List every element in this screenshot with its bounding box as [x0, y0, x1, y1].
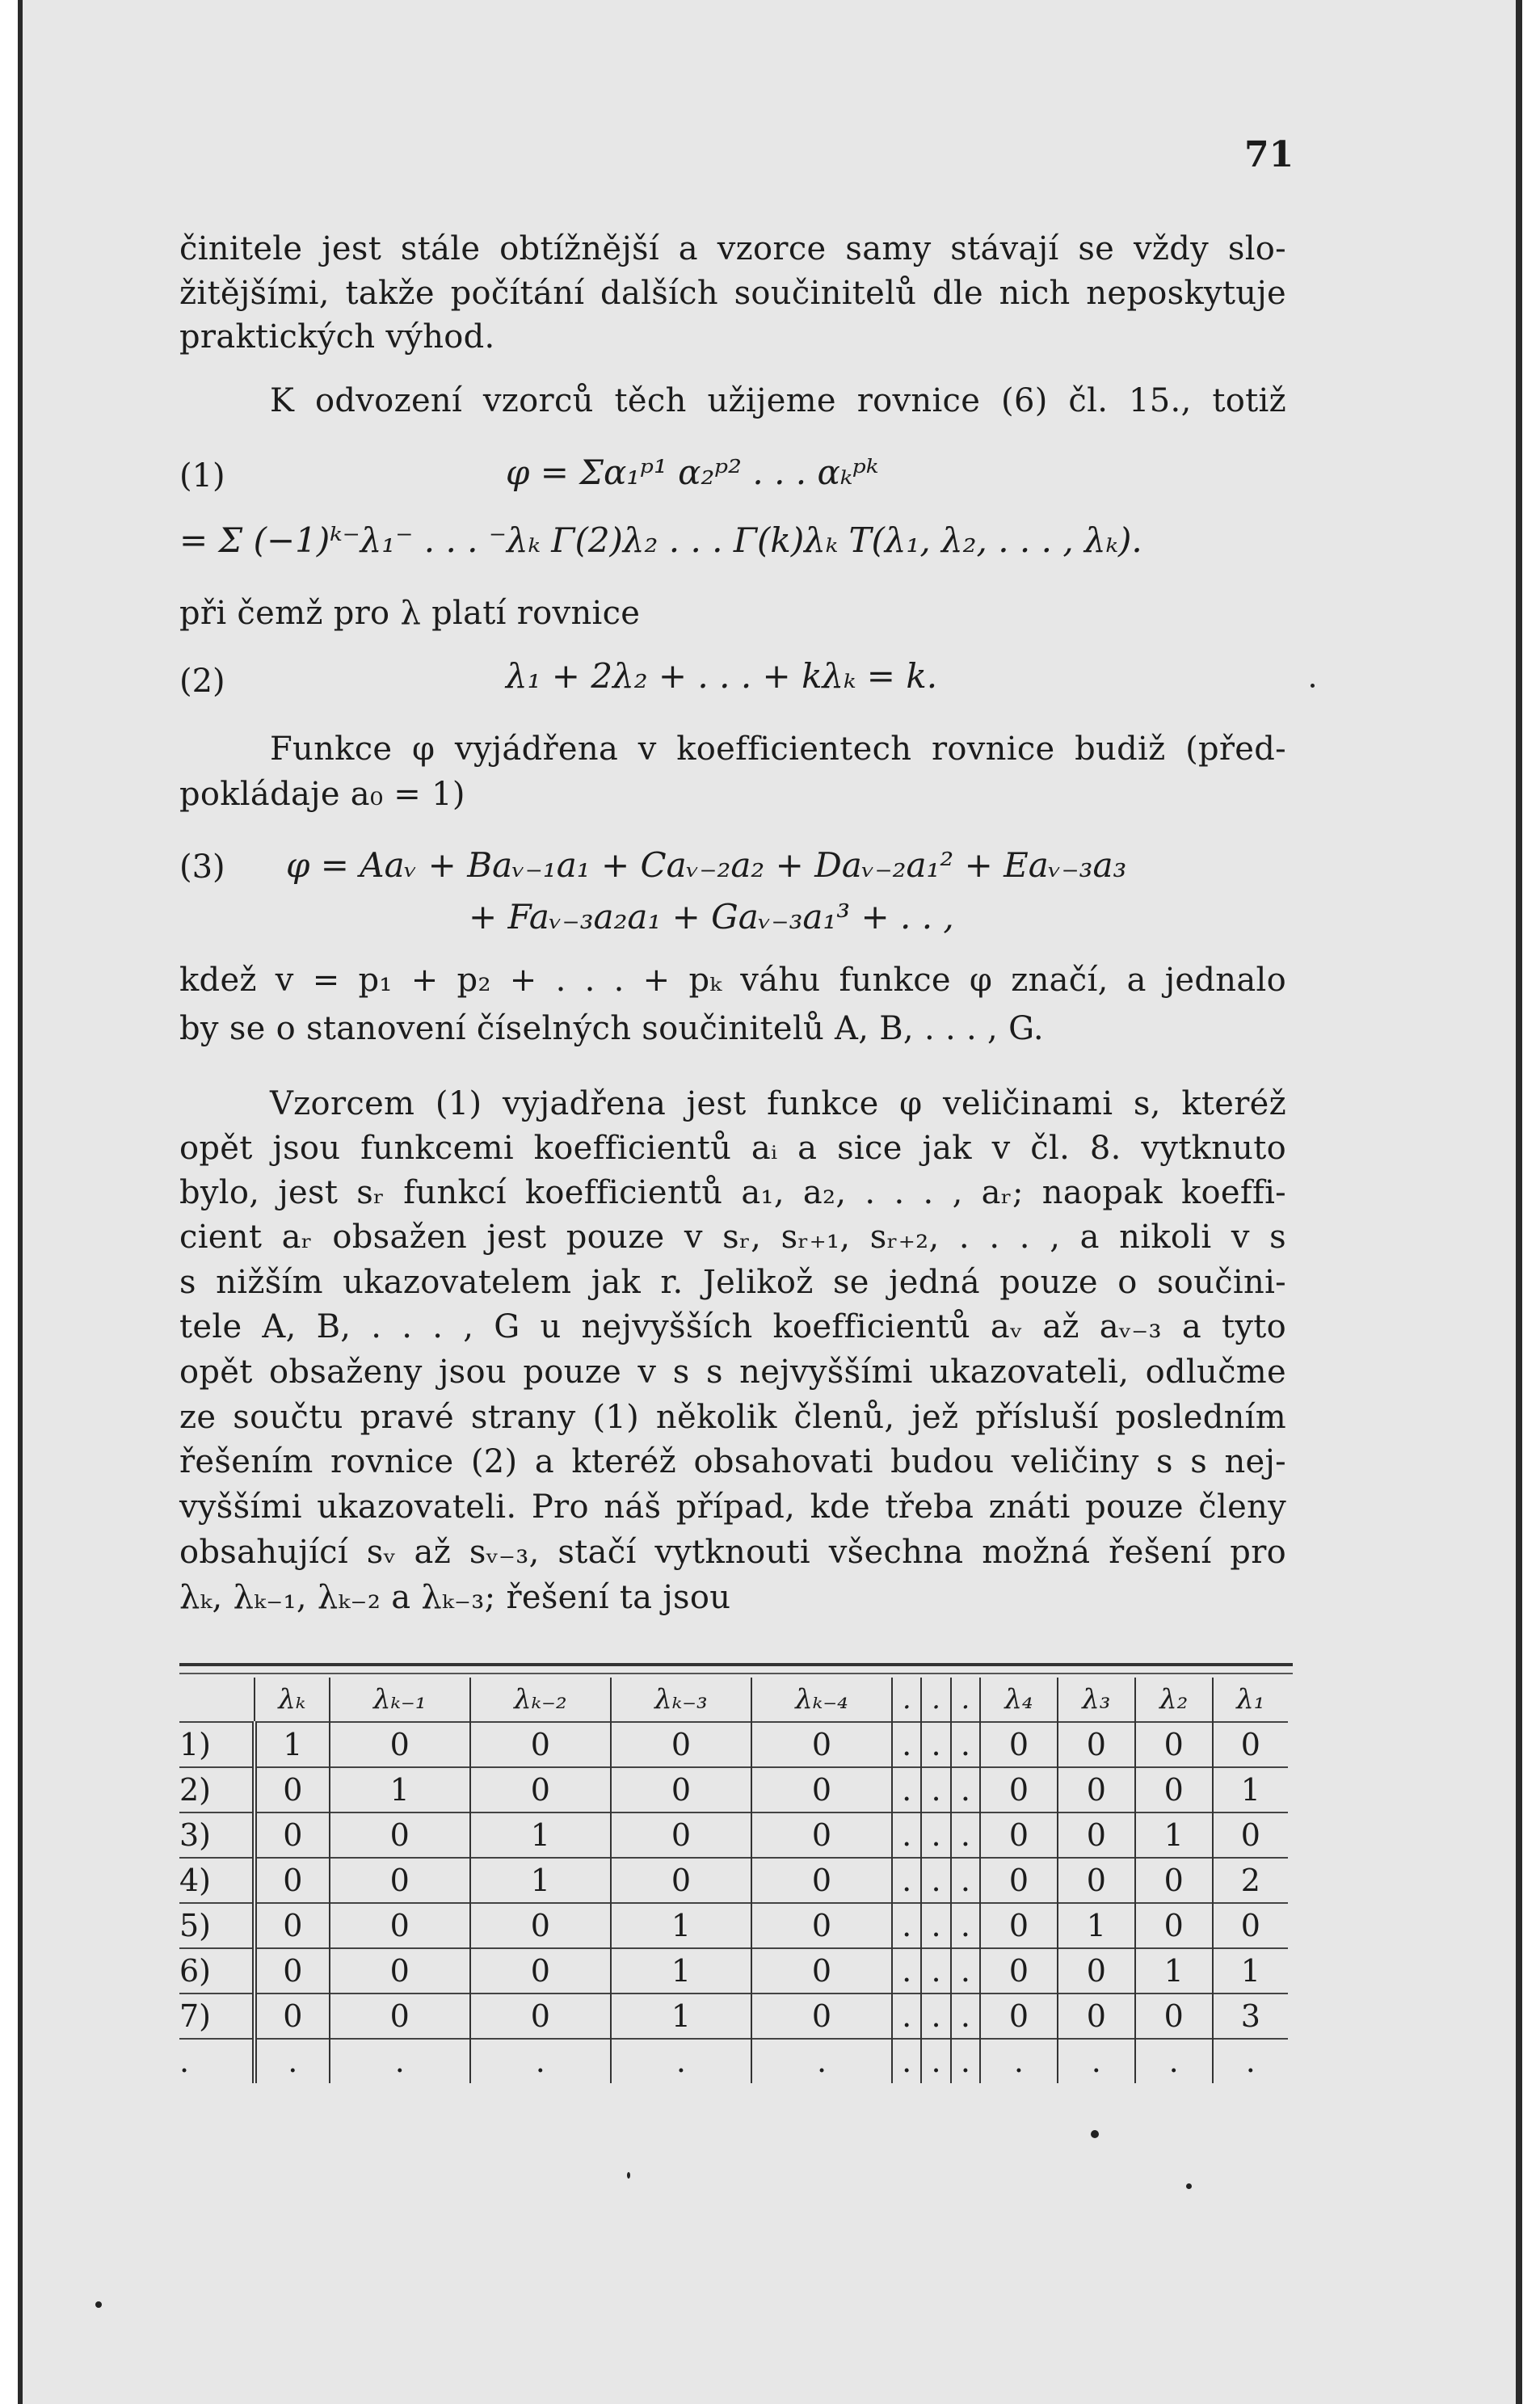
- paragraph-line: Vzorcem (1) vyjadřena jest funkce φ veličinami s, kteréž: [270, 1085, 1286, 1122]
- table-cell: 0: [751, 1903, 892, 1948]
- table-cell: 1: [255, 1722, 330, 1767]
- table-cell: 1: [470, 1858, 611, 1903]
- table-cell: 0: [470, 1903, 611, 1948]
- paragraph-line: Funkce φ vyjádřena v koefficientech rovnice budiž (před-: [270, 730, 1286, 768]
- paragraph-line: by se o stanovení číselných součinitelů A, B, . . . , G.: [179, 1010, 1044, 1047]
- table-header-cell: λₖ₋₃: [611, 1678, 751, 1722]
- table-cell: .: [921, 1858, 950, 1903]
- paragraph-line: bylo, jest sᵣ funkcí koefficientů a₁, a₂, . . . , aᵣ; naopak koeffi-: [179, 1174, 1286, 1211]
- table-cell: .: [921, 1767, 950, 1812]
- table-cell: .: [892, 1858, 921, 1903]
- table-cell: 0: [611, 1767, 751, 1812]
- equation-line: λ₁ + 2λ₂ + . . . + kλₖ = k.: [506, 656, 938, 696]
- table-cell: .: [951, 2039, 980, 2083]
- table-cell: 1: [470, 1812, 611, 1858]
- table-cell: 1: [611, 1903, 751, 1948]
- table-cell: 0: [980, 1722, 1058, 1767]
- table-cell: 0: [751, 1767, 892, 1812]
- paragraph-line: pokládaje a₀ = 1): [179, 776, 465, 813]
- table-cell: 0: [1058, 1994, 1135, 2039]
- table-row: [179, 1948, 1288, 1994]
- table-cell: .: [892, 1948, 921, 1994]
- table-cell: 0: [255, 1948, 330, 1994]
- paragraph-line: K odvození vzorců těch užijeme rovnice (6) čl. 15., totiž: [270, 382, 1286, 419]
- table-cell: 0: [1135, 1858, 1213, 1903]
- table-header-row: [179, 1678, 1288, 1722]
- paragraph-line: kdež v = p₁ + p₂ + . . . + pₖ váhu funkce φ značí, a jednalo: [179, 962, 1286, 999]
- table-cell: 0: [1135, 1994, 1213, 2039]
- table-cell: 0: [1213, 1812, 1288, 1858]
- table-cell: .: [921, 1812, 950, 1858]
- table-row: [179, 1722, 1288, 1767]
- table-header-cell: .: [951, 1678, 980, 1722]
- table-header-cell: [179, 1678, 255, 1722]
- lambda-solutions-table: [179, 1678, 1288, 2083]
- table-cell: 0: [330, 1903, 470, 1948]
- table-cell: 0: [255, 1903, 330, 1948]
- table-row: [179, 1858, 1288, 1903]
- table-cell: 1: [611, 1948, 751, 1994]
- scan-speck: [1186, 2183, 1192, 2189]
- table-cell: .: [892, 1994, 921, 2039]
- table-cell: 0: [330, 1722, 470, 1767]
- table-cell: .: [751, 2039, 892, 2083]
- table-cell: 0: [1135, 1903, 1213, 1948]
- table-cell: 0: [980, 1812, 1058, 1858]
- table-cell: 0: [611, 1812, 751, 1858]
- table-cell: .: [951, 1767, 980, 1812]
- table-cell: 1): [179, 1727, 212, 1762]
- table-cell: .: [951, 1812, 980, 1858]
- table-cell: 0: [1213, 1903, 1288, 1948]
- equation-line: = Σ (−1)ᵏ⁻λ₁⁻ . . . ⁻λₖ Γ(2)λ₂ . . . Γ(k)λₖ T(λ₁, λ₂, . . . , λₖ).: [179, 520, 1142, 560]
- table-cell: 0: [1135, 1722, 1213, 1767]
- table-cell: 1: [1135, 1948, 1213, 1994]
- table-header-cell: λ₁: [1213, 1678, 1288, 1722]
- table-header-cell: λₖ₋₄: [751, 1678, 892, 1722]
- table-cell: .: [892, 1767, 921, 1812]
- paragraph-line: řešením rovnice (2) a kteréž obsahovati budou veličiny s s nej-: [179, 1443, 1286, 1480]
- table-header-cell: .: [892, 1678, 921, 1722]
- table-cell: .: [470, 2039, 611, 2083]
- table-cell: .: [951, 1858, 980, 1903]
- table-cell: .: [1135, 2039, 1213, 2083]
- table-cell: 0: [255, 1858, 330, 1903]
- table-cell: 0: [470, 1948, 611, 1994]
- equation-line: φ = Aaᵥ + Baᵥ₋₁a₁ + Caᵥ₋₂a₂ + Daᵥ₋₂a₁² + Eaᵥ₋₃a₃: [286, 845, 1127, 885]
- table-header-cell: λ₃: [1058, 1678, 1135, 1722]
- table-cell: 0: [1058, 1767, 1135, 1812]
- table-top-rule: [179, 1673, 1293, 1674]
- table-cell: .: [179, 2044, 190, 2079]
- table-cell: 0: [255, 1812, 330, 1858]
- table-cell: 1: [1213, 1767, 1288, 1812]
- table-cell: 0: [611, 1722, 751, 1767]
- table-cell: 4): [179, 1863, 212, 1898]
- table-header-cell: λₖ₋₁: [330, 1678, 470, 1722]
- table-cell: 0: [980, 1948, 1058, 1994]
- paragraph-line: λₖ, λₖ₋₁, λₖ₋₂ a λₖ₋₃; řešení ta jsou: [179, 1579, 731, 1616]
- table-cell: 0: [1058, 1722, 1135, 1767]
- table-cell: 0: [255, 1767, 330, 1812]
- table-cell: .: [951, 1722, 980, 1767]
- table-cell: 7): [179, 1998, 212, 2034]
- scan-speck: [1091, 2130, 1099, 2138]
- scan-speck: [95, 2301, 102, 2308]
- table-cell: 0: [1058, 1812, 1135, 1858]
- paragraph-line: při čemž pro λ platí rovnice: [179, 595, 641, 632]
- table-header-cell: .: [921, 1678, 950, 1722]
- table-cell: 1: [1058, 1903, 1135, 1948]
- table-cell: 0: [470, 1767, 611, 1812]
- paragraph-line: obsahující sᵥ až sᵥ₋₃, stačí vytknouti všechna možná řešení pro: [179, 1534, 1286, 1571]
- table-cell: .: [330, 2039, 470, 2083]
- table-cell: 0: [751, 1812, 892, 1858]
- table-cell: 0: [980, 1903, 1058, 1948]
- table-cell: 1: [611, 1994, 751, 2039]
- paragraph-line: s nižším ukazovatelem jak r. Jelikož se jedná pouze o součini-: [179, 1264, 1286, 1301]
- table-cell: .: [892, 1812, 921, 1858]
- table-top-rule: [179, 1663, 1293, 1666]
- table-cell: 0: [980, 1858, 1058, 1903]
- table-cell: 1: [330, 1767, 470, 1812]
- table-cell: 6): [179, 1953, 212, 1989]
- table-cell: .: [892, 1903, 921, 1948]
- paragraph-line: tele A, B, . . . , G u nejvyšších koefficientů aᵥ až aᵥ₋₃ a tyto: [179, 1308, 1286, 1345]
- table-cell: 2): [179, 1772, 212, 1808]
- table-cell: 0: [751, 1858, 892, 1903]
- table-cell: 0: [611, 1858, 751, 1903]
- table-cell: 0: [980, 1767, 1058, 1812]
- page-right-border: [1516, 0, 1522, 2404]
- table-cell: .: [892, 2039, 921, 2083]
- table-cell: .: [255, 2039, 330, 2083]
- table-cell: 0: [330, 1858, 470, 1903]
- paragraph-line: cient aᵣ obsažen jest pouze v sᵣ, sᵣ₊₁, sᵣ₊₂, . . . , a nikoli v s: [179, 1219, 1286, 1256]
- paragraph-line: vyššími ukazovateli. Pro náš případ, kde třeba znáti pouze členy: [179, 1488, 1286, 1526]
- table-cell: 0: [470, 1722, 611, 1767]
- table-cell: 0: [255, 1994, 330, 2039]
- table-cell: .: [921, 1903, 950, 1948]
- table-cell: .: [951, 1903, 980, 1948]
- paragraph-line: žitějšími, takže počítání dalších součinitelů dle nich neposkytuje: [179, 275, 1286, 312]
- table-cell: 0: [1135, 1767, 1213, 1812]
- page-left-border: [18, 0, 23, 2404]
- paragraph-line: opět obsaženy jsou pouze v s s nejvyššími ukazovateli, odlučme: [179, 1354, 1286, 1391]
- table-cell: .: [921, 1948, 950, 1994]
- table-cell: 0: [470, 1994, 611, 2039]
- table-cell: .: [951, 1948, 980, 1994]
- equation-line: φ = Σα₁ᵖ¹ α₂ᵖ² . . . αₖᵖᵏ: [506, 453, 879, 492]
- table-cell: .: [980, 2039, 1058, 2083]
- paragraph-line: praktických výhod.: [179, 318, 495, 356]
- table-header-cell: λₖ₋₂: [470, 1678, 611, 1722]
- table-header-cell: λ₄: [980, 1678, 1058, 1722]
- table-cell: 0: [751, 1722, 892, 1767]
- table-cell: 3): [179, 1817, 212, 1853]
- page-number: 71: [1244, 134, 1294, 175]
- table-row: [179, 1994, 1288, 2039]
- table-cell: 5): [179, 1908, 212, 1943]
- table-cell: 2: [1213, 1858, 1288, 1903]
- table-cell: .: [892, 1722, 921, 1767]
- table-cell: 0: [751, 1994, 892, 2039]
- table-row: [179, 2039, 1288, 2083]
- table-cell: 1: [1213, 1948, 1288, 1994]
- table-cell: 3: [1213, 1994, 1288, 2039]
- paragraph-line: činitele jest stále obtížnější a vzorce samy stávají se vždy slo-: [179, 230, 1286, 267]
- equation-label: (3): [179, 848, 225, 886]
- table-row: [179, 1903, 1288, 1948]
- table-cell: .: [921, 1722, 950, 1767]
- table-cell: .: [951, 1994, 980, 2039]
- table-cell: .: [921, 2039, 950, 2083]
- equation-label: (2): [179, 663, 225, 700]
- table-cell: 1: [1135, 1812, 1213, 1858]
- paragraph-line: opět jsou funkcemi koefficientů aᵢ a sice jak v čl. 8. vytknuto: [179, 1130, 1286, 1167]
- table-cell: .: [611, 2039, 751, 2083]
- table-cell: .: [1058, 2039, 1135, 2083]
- table-cell: .: [921, 1994, 950, 2039]
- table-cell: 0: [751, 1948, 892, 1994]
- table-cell: 0: [330, 1812, 470, 1858]
- table-cell: 0: [1058, 1858, 1135, 1903]
- scan-speck: [627, 2172, 630, 2179]
- scan-speck: [1311, 684, 1315, 688]
- paragraph-line: ze součtu pravé strany (1) několik členů, jež přísluší posledním: [179, 1399, 1286, 1436]
- table-cell: 0: [980, 1994, 1058, 2039]
- table-cell: 0: [1213, 1722, 1288, 1767]
- table-header-cell: λₖ: [255, 1678, 330, 1722]
- table-cell: 0: [1058, 1948, 1135, 1994]
- table-cell: .: [1213, 2039, 1288, 2083]
- table-cell: 0: [330, 1948, 470, 1994]
- table-cell: 0: [330, 1994, 470, 2039]
- table-row: [179, 1767, 1288, 1812]
- table-row: [179, 1812, 1288, 1858]
- equation-label: (1): [179, 457, 225, 495]
- table-header-cell: λ₂: [1135, 1678, 1213, 1722]
- equation-line: + Faᵥ₋₃a₂a₁ + Gaᵥ₋₃a₁³ + . . ,: [469, 897, 954, 937]
